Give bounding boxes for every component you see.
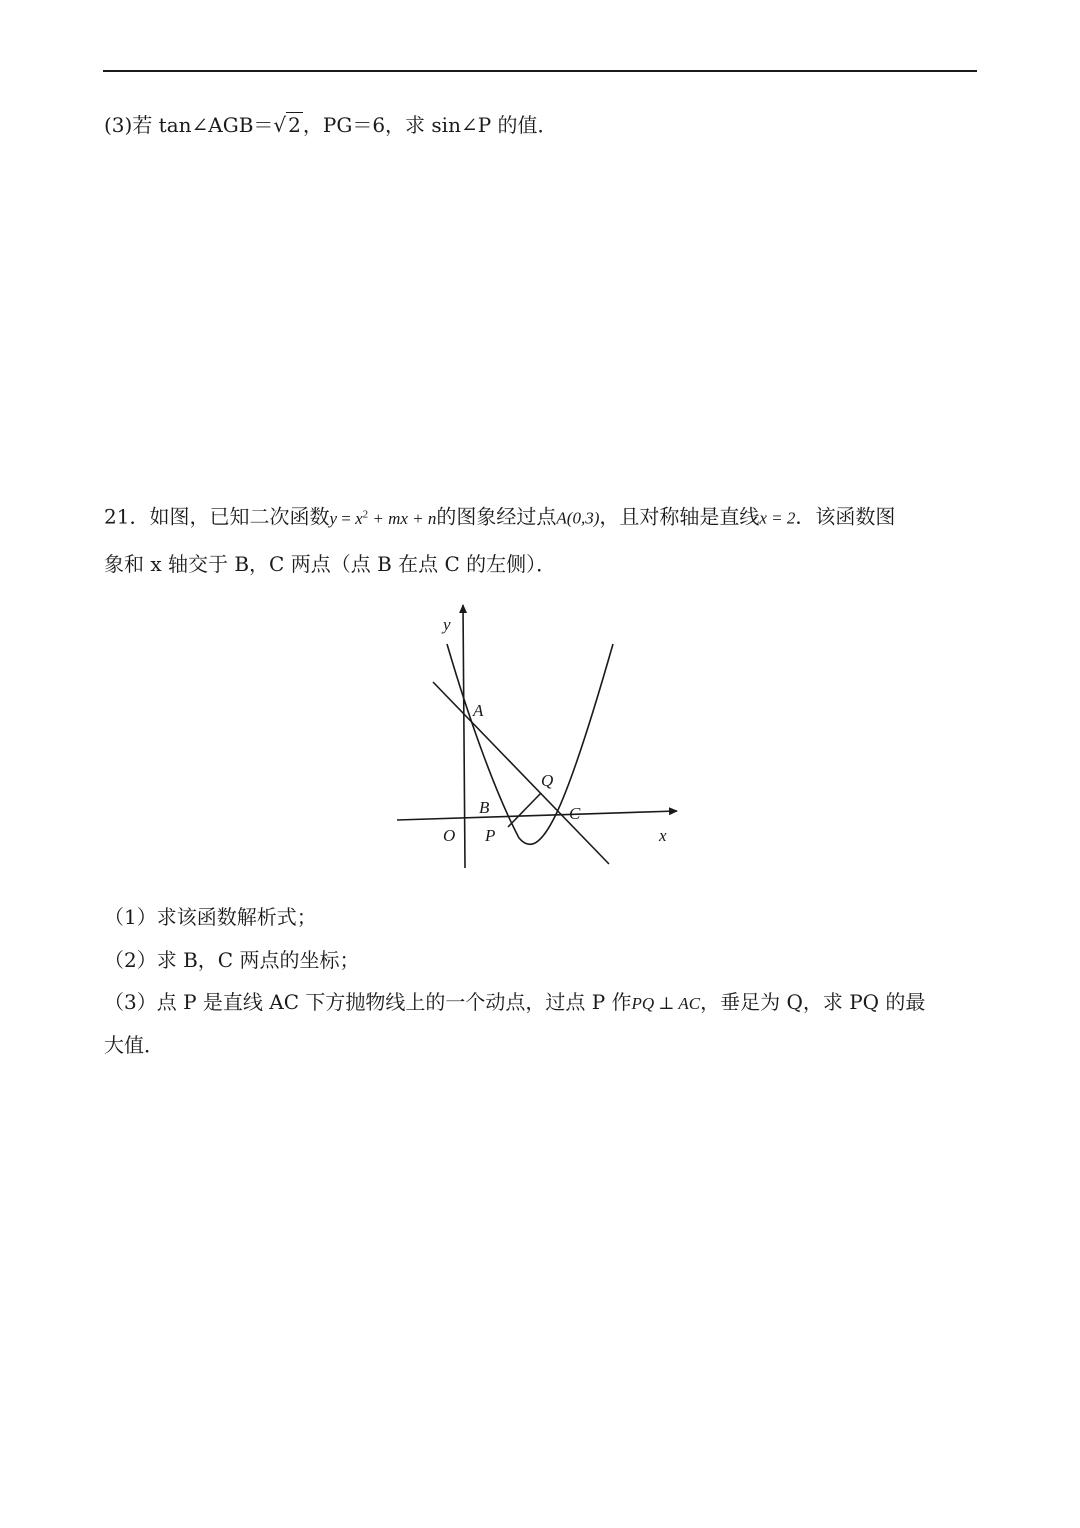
label-o: O [443, 826, 456, 845]
q21-line1 [104, 500, 895, 533]
header-rule [103, 70, 977, 72]
y-axis [463, 605, 465, 868]
segment-pq [508, 793, 541, 827]
formula-eq: = [337, 508, 356, 528]
line-ac [433, 682, 609, 864]
q21-text-b: 的图象经过点 [436, 504, 557, 529]
q20-part3-line [104, 111, 558, 139]
figure-svg [393, 600, 683, 875]
q21-formula [329, 509, 436, 528]
sqrt-radical-icon: √ [273, 113, 287, 137]
q21-sub3-math: PQ ⊥ AC [631, 994, 701, 1013]
q20-part3-prefix: (3)若 tan∠AGB＝ [104, 113, 274, 137]
formula-rest: + mx + n [368, 508, 437, 528]
label-c: C [569, 804, 581, 823]
q21-text-c: ，且对称轴是直线 [599, 504, 760, 529]
q21-point-a: A(0,3) [556, 508, 600, 528]
q20-part3-suffix: ，PG＝6，求 sin∠P 的值． [302, 113, 558, 137]
q21-sub3-text-b: ，垂足为 Q，求 PQ 的最 [700, 990, 926, 1014]
formula-exp: 2 [362, 508, 369, 520]
label-x: x [659, 826, 667, 845]
q21-sub3-text-a: （3）点 P 是直线 AC 下方抛物线上的一个动点，过点 P 作 [104, 990, 632, 1014]
q21-axis-eq: x = 2 [759, 508, 796, 528]
q21-line2: 象和 x 轴交于 B，C 两点（点 B 在点 C 的左侧）． [104, 552, 557, 576]
q21-text-d: ．该函数图 [795, 504, 896, 529]
q21-sub3-line2: 大值． [104, 1033, 164, 1057]
x-axis [397, 811, 677, 820]
label-p: P [485, 826, 496, 845]
q21-sub2: （2）求 B，C 两点的坐标； [104, 948, 360, 972]
label-b: B [479, 798, 490, 817]
sqrt-value: 2 [288, 113, 301, 137]
q21-sub1: （1）求该函数解析式； [104, 905, 317, 929]
label-y: y [443, 615, 451, 634]
parabola-figure [393, 600, 683, 875]
q21-sub3-line1 [104, 988, 925, 1018]
label-q: Q [541, 771, 554, 790]
label-a: A [473, 701, 484, 720]
sqrt-expression [273, 111, 302, 139]
formula-y: y [329, 508, 337, 528]
formula-x: x [355, 508, 363, 528]
q21-intro: 21．如图，已知二次函数 [104, 504, 330, 529]
